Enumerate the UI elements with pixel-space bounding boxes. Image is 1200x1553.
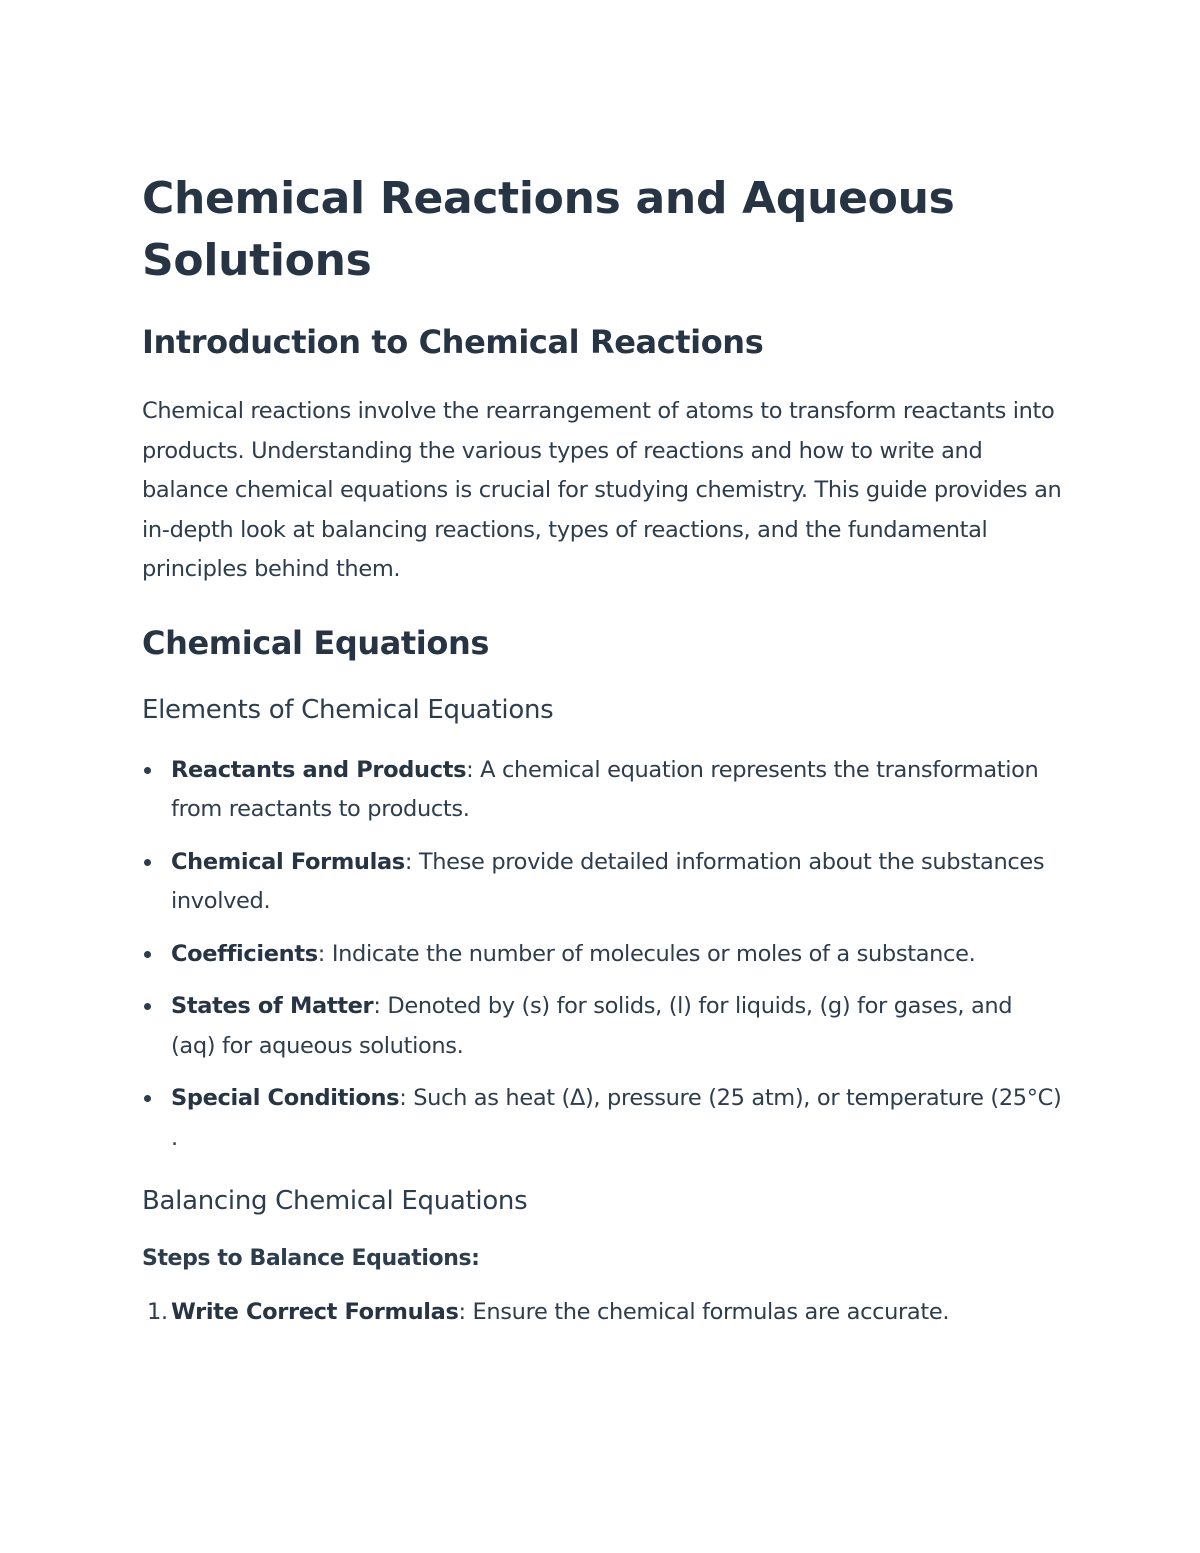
list-item-text: : Such as heat (Δ), pressure (25 atm), or temperature (25°C) .	[171, 1085, 1062, 1151]
list-item-term: Chemical Formulas	[171, 848, 405, 875]
list-item-term: Reactants and Products	[171, 756, 467, 783]
list-item	[142, 935, 1062, 975]
list-item	[142, 751, 1062, 830]
document-page	[142, 168, 1062, 1333]
section-heading-chemical-equations: Chemical Equations	[142, 623, 489, 662]
step-number: 1.	[147, 1299, 168, 1325]
list-item-text: : These provide detailed information about the substances involved.	[171, 848, 1045, 914]
list-item-term: Special Conditions	[171, 1085, 400, 1111]
bullet-icon	[144, 951, 151, 958]
elements-list	[142, 751, 1062, 1159]
bullet-icon	[144, 859, 151, 866]
list-item-text: : Denoted by (s) for solids, (l) for liquids, (g) for gases, and (aq) for aqueous solutions.	[171, 993, 1013, 1059]
section-heading-introduction: Introduction to Chemical Reactions	[142, 323, 764, 361]
list-item-term: Coefficients	[171, 940, 318, 967]
list-item	[142, 987, 1062, 1066]
list-item-text: : A chemical equation represents the transformation from reactants to products.	[171, 756, 1039, 822]
list-item	[142, 843, 1062, 922]
intro-paragraph: Chemical reactions involve the rearrangement of atoms to transform reactants into products. Understanding the various types of reactions and how to write and balance chemical equations is crucial for studying chemistry. This guide provides an in-depth look at balancing reactions, types of reactions, and the fundamental principles behind them.	[142, 398, 1062, 582]
steps-list	[142, 1293, 1062, 1333]
list-item	[142, 1293, 1062, 1333]
list-item	[142, 1079, 1062, 1158]
bullet-icon	[144, 1003, 151, 1010]
subsection-heading-elements: Elements of Chemical Equations	[142, 694, 554, 725]
list-item-term: States of Matter	[171, 993, 374, 1019]
bullet-icon	[144, 1095, 151, 1102]
bullet-icon	[144, 767, 151, 774]
steps-label: Steps to Balance Equations:	[142, 1246, 480, 1271]
list-item-text: : Ensure the chemical formulas are accurate.	[458, 1299, 950, 1325]
list-item-text: : Indicate the number of molecules or moles of a substance.	[317, 940, 976, 967]
subsection-heading-balancing: Balancing Chemical Equations	[142, 1186, 528, 1216]
list-item-term: Write Correct Formulas	[171, 1299, 459, 1325]
document-title: Chemical Reactions and Aqueous Solutions	[142, 173, 955, 286]
